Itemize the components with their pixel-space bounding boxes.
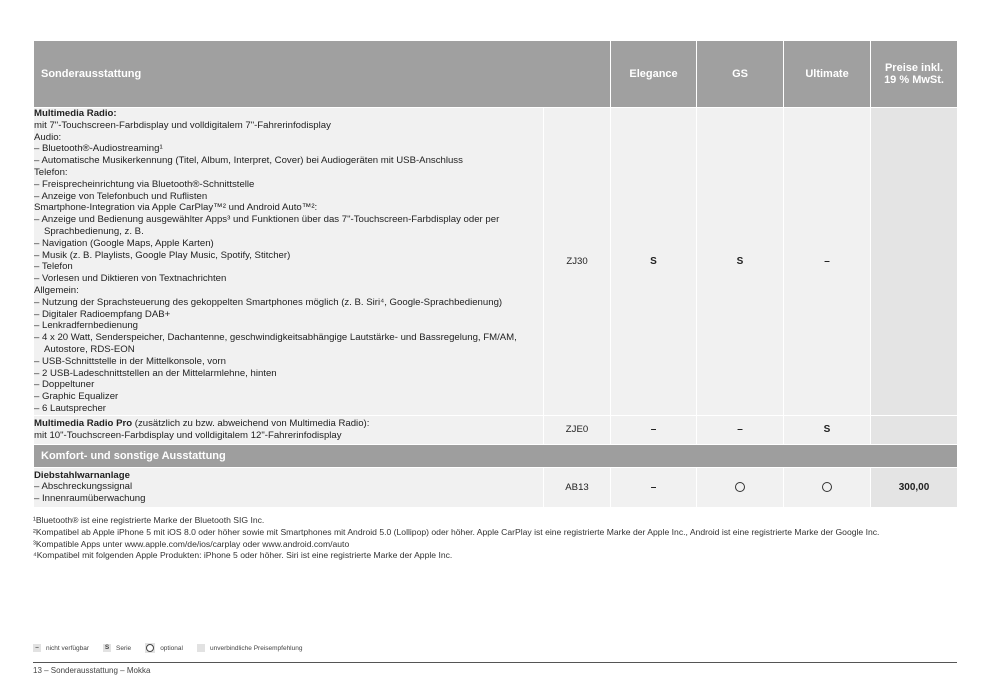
row-description (34, 467, 544, 507)
price-cell (871, 415, 958, 444)
footnote: ¹Bluetooth® ist eine registrierte Marke der Bluetooth SIG Inc. (33, 515, 265, 525)
row-line: Telefon: (34, 166, 68, 178)
row-description (34, 415, 544, 444)
row-line: – USB-Schnittstelle in der Mittelkonsole, vorn (34, 355, 226, 367)
legend-circle-icon (145, 643, 155, 653)
legend-not-available (33, 644, 89, 652)
legend-label: Serie (116, 644, 132, 652)
footnote: ⁴Kompatibel mit folgenden Apple Produkten: iPhone 5 oder höher. Siri ist eine registrierte Marke der Apple Inc. (33, 550, 453, 561)
elegance-availability: – (611, 467, 697, 507)
row-line: – Innenraumüberwachung (34, 493, 146, 505)
table-header-row (34, 41, 958, 108)
table-row (34, 467, 958, 507)
row-line: – Vorlesen und Diktieren von Textnachrichten (34, 273, 227, 285)
row-line: – Anzeige von Telefonbuch und Ruflisten (34, 190, 208, 202)
elegance-availability: – (611, 415, 697, 444)
ultimate-availability (784, 467, 871, 507)
legend-label: optional (160, 644, 183, 652)
row-line: Allgemein: (34, 284, 79, 296)
legend-optional (145, 643, 183, 653)
price-cell: 300,00 (871, 467, 958, 507)
legend-price (197, 644, 303, 652)
row-line: mit 10"-Touchscreen-Farbdisplay und volldigitalem 12"-Fahrerinfodisplay (34, 429, 342, 441)
spec-sheet (33, 40, 957, 508)
row-line: – Digitaler Radioempfang DAB+ (34, 308, 171, 320)
section-title: Komfort- und sonstige Ausstattung (34, 444, 958, 467)
header-price-line2: 19 % MwSt. (884, 74, 944, 86)
row-description (34, 108, 544, 416)
row-title: Multimedia Radio: (34, 108, 117, 119)
row-line: – Navigation (Google Maps, Apple Karten) (34, 237, 214, 249)
elegance-availability: S (611, 108, 697, 416)
table-row (34, 415, 958, 444)
optional-circle-icon (822, 482, 832, 492)
header-gs: GS (697, 41, 784, 108)
row-line: – Nutzung der Sprachsteuerung des gekoppelten Smartphones möglich (z. B. Siri⁴, Google-Sprachbedienung) (34, 296, 503, 308)
option-code: AB13 (544, 467, 611, 507)
legend-dash-icon: – (33, 644, 41, 652)
row-line: – Graphic Equalizer (34, 391, 119, 403)
legend (33, 643, 316, 653)
gs-availability: – (697, 415, 784, 444)
row-line: – 2 USB-Ladeschnittstellen an der Mittelarmlehne, hinten (34, 367, 277, 379)
legend-label: nicht verfügbar (46, 644, 89, 652)
row-line: Audio: (34, 131, 62, 143)
row-title: Diebstahlwarnanlage (34, 469, 130, 481)
equipment-table (33, 40, 958, 508)
header-price (871, 41, 958, 108)
row-title: Multimedia Radio Pro (34, 417, 133, 429)
footnotes (33, 515, 963, 562)
option-code: ZJ30 (544, 108, 611, 416)
row-line: – 6 Lautsprecher (34, 402, 106, 414)
row-line: mit 7"-Touchscreen-Farbdisplay und volldigitalem 7"-Fahrerinfodisplay (34, 119, 331, 131)
row-line: – Lenkradfernbedienung (34, 320, 139, 332)
header-feature: Sonderausstattung (34, 41, 611, 108)
legend-label: unverbindliche Preisempfehlung (209, 644, 303, 652)
optional-circle-icon (735, 482, 745, 492)
option-code: ZJE0 (544, 415, 611, 444)
legend-series (103, 644, 131, 652)
legend-gray-swatch-icon (197, 644, 205, 652)
footnote: ²Kompatibel ab Apple iPhone 5 mit iOS 8.0 oder höher sowie mit Smartphones mit Android 5.0 (Lollipop) oder höher. Apple CarPlay ist eine registrierte Marke der Apple Inc., Android ist eine registrierte Marke der Google Inc. (33, 526, 880, 537)
table-row (34, 108, 958, 416)
row-line: – Doppeltuner (34, 379, 95, 391)
ultimate-availability: – (784, 108, 871, 416)
footer-divider (33, 662, 957, 663)
row-line: – Telefon (34, 261, 73, 273)
row-line: – 4 x 20 Watt, Senderspeicher, Dachantenne, geschwindigkeitsabhängige Lautstärke- und Bassregelung, FM/AM, Autostore, RDS-EON (34, 332, 517, 355)
row-title-suffix: (zusätzlich zu bzw. abweichend von Multimedia Radio): (132, 417, 370, 429)
row-line: – Freisprecheinrichtung via Bluetooth®-Schnittstelle (34, 178, 255, 190)
gs-availability (697, 467, 784, 507)
ultimate-availability: S (784, 415, 871, 444)
row-line: Smartphone-Integration via Apple CarPlay™² und Android Auto™²: (34, 202, 318, 214)
row-line: – Anzeige und Bedienung ausgewählter Apps³ und Funktionen über das 7"-Touchscreen-Farbdisplay oder per Sprachbedienung, z. B. (34, 214, 500, 237)
header-elegance: Elegance (611, 41, 697, 108)
row-line: – Musik (z. B. Playlists, Google Play Music, Spotify, Stitcher) (34, 249, 291, 261)
row-line: – Bluetooth®-Audiostreaming¹ (34, 143, 163, 155)
gs-availability: S (697, 108, 784, 416)
row-line: – Abschreckungssignal (34, 481, 133, 493)
footnote: ³Kompatible Apps unter www.apple.com/de/ios/carplay oder www.android.com/auto (33, 538, 350, 549)
header-ultimate: Ultimate (784, 41, 871, 108)
price-cell (871, 108, 958, 416)
section-header-row (34, 444, 958, 467)
header-price-line1: Preise inkl. (884, 62, 944, 74)
page-label: 13 – Sonderausstattung – Mokka (33, 666, 151, 675)
legend-s-icon: S (104, 644, 110, 651)
row-line: – Automatische Musikerkennung (Titel, Album, Interpret, Cover) bei Audiogeräten mit USB-Anschluss (34, 155, 463, 167)
